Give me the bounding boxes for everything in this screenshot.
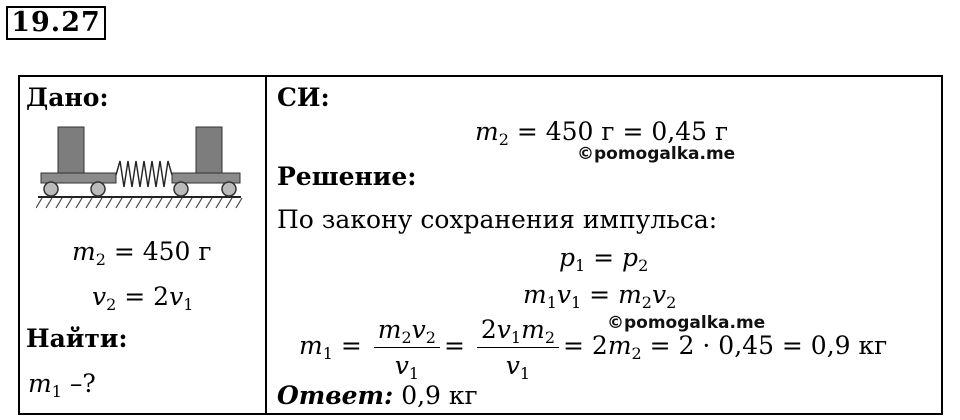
given-v2: $v_2 = 2v_1$ [92,282,194,314]
solution-heading: Решение: [277,162,417,191]
solution-column [267,77,941,413]
si-heading: СИ: [277,83,330,112]
answer-line [277,381,478,410]
watermark-top: ©pomogalka.me [577,144,736,164]
problem-number: 19.27 [6,6,106,40]
given-m2: $m_2 = 450$ г [72,237,212,269]
given-column [20,77,265,413]
solution-table [18,75,943,415]
equation-momentum: $m_1v_1 = m_2v_2$ [523,280,677,312]
answer-label: Ответ: [277,381,394,410]
find-heading: Найти: [26,324,128,353]
final-calculation: = 2 · 0,45 = 0,9 кг [641,331,888,360]
watermark-middle: ©pomogalka.me [607,313,766,333]
m2-value: 450 г [142,237,212,266]
equation-result: $m_1$ = $\frac{m_2v_2}{v_1}$ = $\frac{2v_1m_2}{v_1}$ = $2m_2 = 2 \cdot 0,45 = 0,9$ кг [299,315,888,383]
answer-value: 0,9 кг [401,381,478,410]
given-heading: Дано: [26,83,109,112]
find-value: –? [69,369,96,398]
find-m1: $m_1$ –? [28,369,96,401]
carts-spring-illustration [36,117,246,212]
si-conversion-value: 450 г = 0,45 г [545,117,729,146]
law-text: По закону сохранения импульса: [277,205,718,234]
fraction-2: $\frac{2v_1m_2}{v_1}$ [477,315,559,380]
fraction-1: $\frac{m_2v_2}{v_1}$ [374,315,440,380]
equation-p: $p_1 = p_2$ [559,243,649,275]
si-conversion: $m_2 = 450$ г = 0,45 г [475,117,729,149]
